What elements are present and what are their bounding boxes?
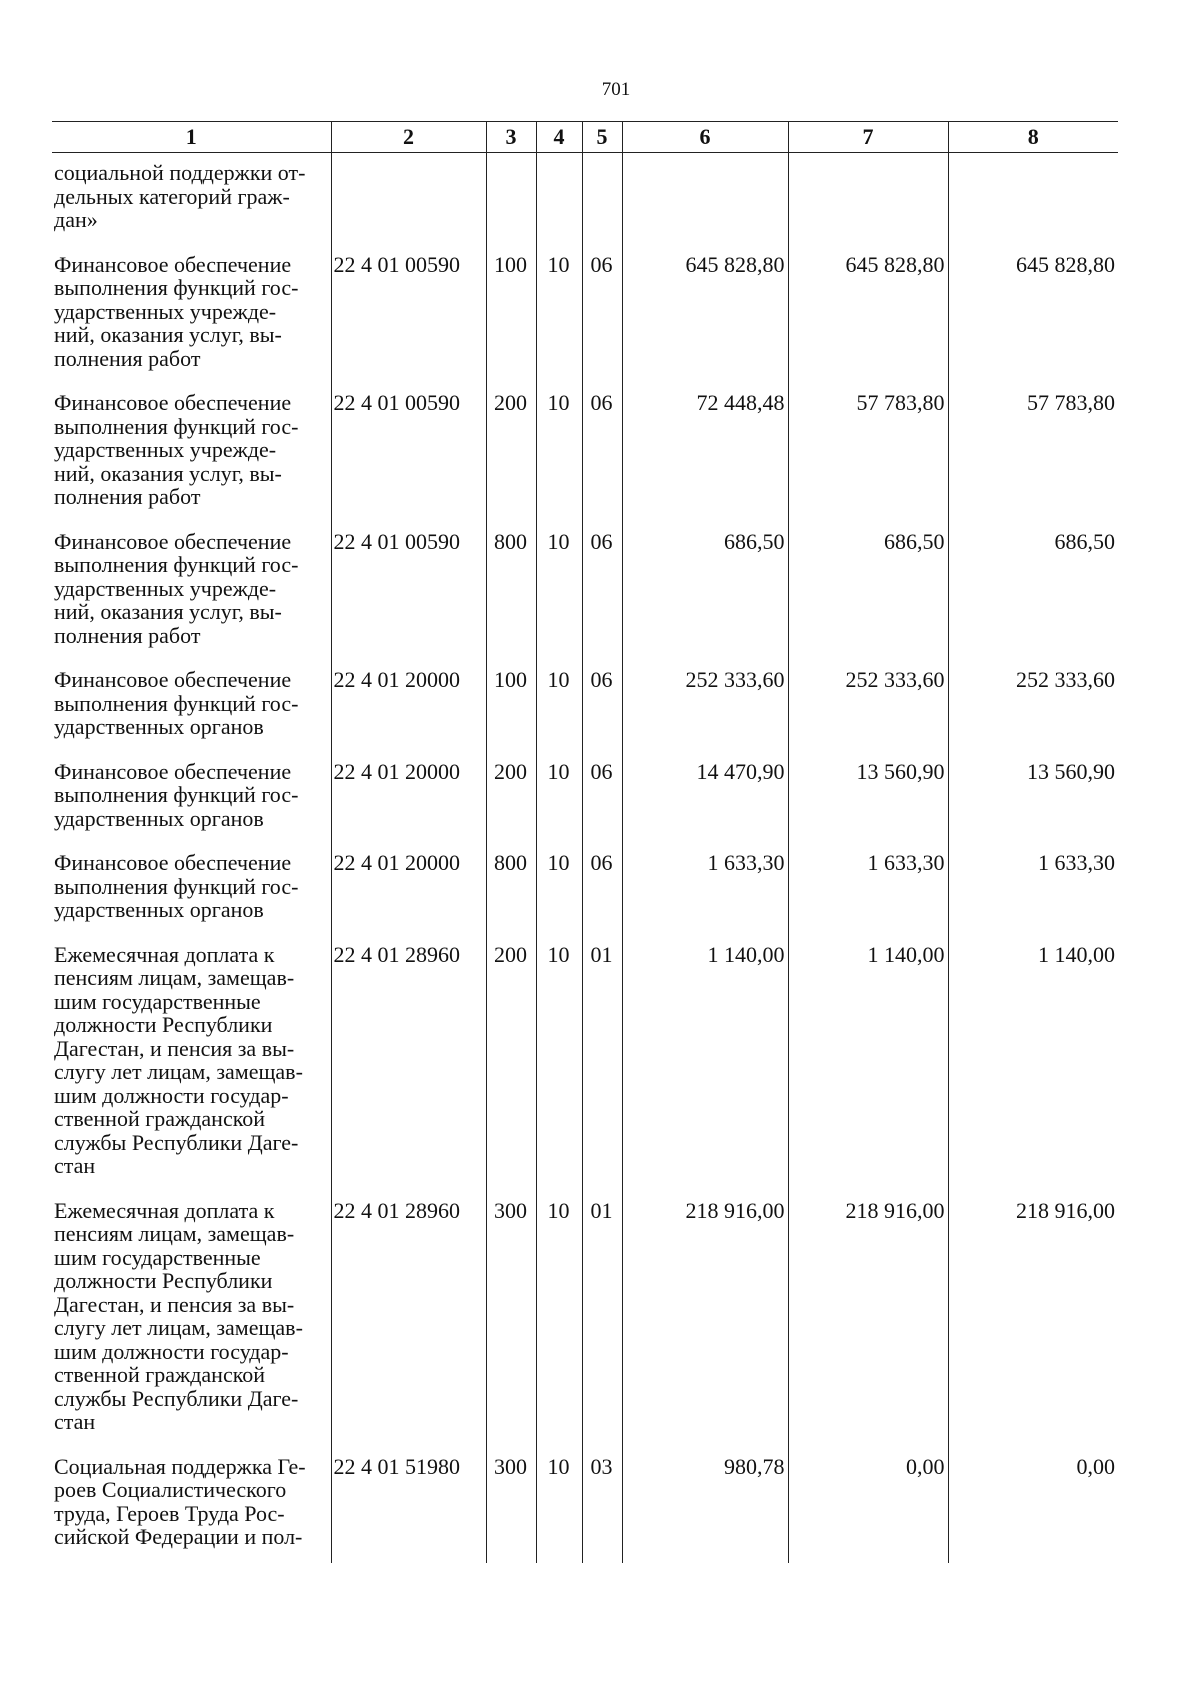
column-header: 2: [331, 122, 486, 153]
expense-type-cell: [486, 661, 536, 753]
amount-col6-cell: [622, 523, 788, 662]
expense-type-cell: [486, 936, 536, 1192]
expense-type-cell: [486, 844, 536, 936]
table-row: [52, 844, 1118, 936]
amount-col7-cell: [788, 661, 948, 753]
amount-col7-cell-text: 252 333,60: [845, 667, 945, 692]
expense-name-cell-text: Финансовое обеспечение выполнения функций гос- ударственных учрежде- ний, оказания услуг, вы- полнения работ: [54, 251, 299, 371]
section-code-cell-text: 10: [547, 1197, 570, 1223]
expense-type-cell-text: 200: [494, 390, 527, 415]
table-row: [52, 384, 1118, 523]
subsection-code-cell: [582, 153, 622, 246]
expense-name-cell: [52, 153, 331, 246]
section-code-cell: [536, 153, 582, 246]
target-article-code-cell-text: 22 4 01 00590: [333, 390, 460, 415]
subsection-code-cell: [582, 384, 622, 523]
table-row: [52, 661, 1118, 753]
page-number: 701: [601, 79, 631, 100]
subsection-code-cell: [582, 844, 622, 936]
amount-col7-cell: [788, 1192, 948, 1448]
table-header-row: [52, 122, 1118, 153]
amount-col6-cell-text: 1 633,30: [707, 850, 785, 875]
expense-name-cell: [52, 246, 331, 385]
amount-col7-cell-text: 57 783,80: [856, 390, 945, 415]
expense-type-cell: [486, 153, 536, 246]
amount-col8-cell: [948, 384, 1118, 523]
section-code-cell-text: 10: [547, 390, 570, 415]
section-code-cell: [536, 753, 582, 845]
column-header: 6: [622, 122, 788, 153]
amount-col7-cell: [788, 384, 948, 523]
section-code-cell: [536, 523, 582, 662]
amount-col7-cell-text: 686,50: [884, 528, 945, 554]
table-row: [52, 523, 1118, 662]
amount-col8-cell-text: 686,50: [1054, 528, 1115, 554]
expense-name-cell-text: Ежемесячная доплата к пенсиям лицам, замещав- шим государственные должности Республики Дагестан, и пенсия за вы- слугу лет лицам, замещав- шим должности государ- ственной гражданской службы Республики Даге- стан: [54, 1197, 303, 1434]
amount-col7-cell: [788, 753, 948, 845]
amount-col8-cell: [948, 246, 1118, 385]
expense-type-cell: [486, 753, 536, 845]
subsection-code-cell-text: 06: [590, 667, 613, 692]
amount-col6-cell: [622, 153, 788, 246]
amount-col7-cell: [788, 936, 948, 1192]
expense-name-cell-text: Финансовое обеспечение выполнения функций гос- ударственных учрежде- ний, оказания услуг, вы- полнения работ: [54, 390, 299, 509]
subsection-code-cell: [582, 936, 622, 1192]
section-code-cell-text: 10: [547, 941, 570, 967]
section-code-cell-text: 10: [547, 758, 570, 784]
amount-col7-cell-text: 1 140,00: [867, 941, 945, 967]
target-article-code-cell: [331, 384, 486, 523]
amount-col7-cell: [788, 246, 948, 385]
amount-col8-cell-text: 13 560,90: [1027, 758, 1115, 784]
section-code-cell-text: 10: [547, 667, 570, 692]
expense-type-cell: [486, 384, 536, 523]
subsection-code-cell-text: 06: [590, 251, 613, 277]
amount-col6-cell-text: 980,78: [724, 1453, 785, 1479]
expense-type-cell-text: 300: [494, 1453, 527, 1479]
amount-col6-cell-text: 72 448,48: [696, 390, 785, 415]
expense-type-cell: [486, 1448, 536, 1563]
table-row: [52, 936, 1118, 1192]
budget-table: [52, 121, 1118, 1563]
amount-col6-cell-text: 645 828,80: [685, 251, 785, 277]
amount-col7-cell-text: 218 916,00: [845, 1197, 945, 1223]
expense-type-cell-text: 100: [494, 667, 527, 692]
target-article-code-cell: [331, 523, 486, 662]
target-article-code-cell: [331, 1448, 486, 1563]
amount-col7-cell-text: 1 633,30: [867, 850, 945, 875]
subsection-code-cell-text: 06: [590, 850, 613, 875]
section-code-cell-text: 10: [547, 251, 570, 277]
expense-type-cell: [486, 1192, 536, 1448]
section-code-cell: [536, 936, 582, 1192]
subsection-code-cell-text: 06: [590, 528, 613, 554]
expense-type-cell-text: 800: [494, 850, 527, 875]
subsection-code-cell-text: 01: [590, 941, 613, 967]
amount-col8-cell-text: 1 633,30: [1038, 850, 1115, 875]
expense-type-cell: [486, 523, 536, 662]
expense-name-cell: [52, 523, 331, 662]
table-row: [52, 153, 1118, 246]
subsection-code-cell: [582, 1192, 622, 1448]
target-article-code-cell-text: 22 4 01 20000: [333, 667, 460, 692]
table-row: [52, 1448, 1118, 1563]
amount-col8-cell-text: 252 333,60: [1016, 667, 1115, 692]
column-header: 4: [536, 122, 582, 153]
expense-name-cell-text: Финансовое обеспечение выполнения функций гос- ударственных органов: [54, 850, 299, 922]
amount-col6-cell-text: 252 333,60: [685, 667, 785, 692]
amount-col8-cell: [948, 753, 1118, 845]
target-article-code-cell: [331, 844, 486, 936]
amount-col8-cell: [948, 153, 1118, 246]
amount-col6-cell: [622, 661, 788, 753]
section-code-cell: [536, 246, 582, 385]
table-row: [52, 246, 1118, 385]
amount-col8-cell: [948, 661, 1118, 753]
target-article-code-cell: [331, 936, 486, 1192]
amount-col7-cell: [788, 844, 948, 936]
column-header: 8: [948, 122, 1118, 153]
amount-col6-cell: [622, 936, 788, 1192]
expense-type-cell-text: 300: [494, 1197, 527, 1223]
subsection-code-cell: [582, 1448, 622, 1563]
amount-col6-cell: [622, 246, 788, 385]
section-code-cell: [536, 661, 582, 753]
amount-col8-cell: [948, 844, 1118, 936]
amount-col7-cell: [788, 153, 948, 246]
amount-col8-cell-text: 218 916,00: [1016, 1197, 1115, 1223]
target-article-code-cell: [331, 661, 486, 753]
table-body: [52, 153, 1118, 1563]
column-header: 1: [52, 122, 331, 153]
amount-col8-cell-text: 57 783,80: [1027, 390, 1115, 415]
amount-col7-cell: [788, 523, 948, 662]
subsection-code-cell: [582, 661, 622, 753]
subsection-code-cell-text: 03: [590, 1453, 613, 1479]
amount-col7-cell-text: 0,00: [906, 1453, 945, 1479]
column-header: 7: [788, 122, 948, 153]
expense-name-cell: [52, 844, 331, 936]
amount-col6-cell: [622, 1192, 788, 1448]
expense-type-cell-text: 200: [494, 941, 527, 967]
expense-name-cell: [52, 753, 331, 845]
amount-col6-cell-text: 686,50: [724, 528, 785, 554]
expense-type-cell-text: 100: [494, 251, 527, 277]
amount-col6-cell: [622, 844, 788, 936]
amount-col7-cell-text: 645 828,80: [845, 251, 945, 277]
target-article-code-cell-text: 22 4 01 28960: [333, 1197, 460, 1223]
amount-col7-cell: [788, 1448, 948, 1563]
subsection-code-cell: [582, 246, 622, 385]
amount-col8-cell-text: 1 140,00: [1038, 941, 1115, 967]
target-article-code-cell-text: 22 4 01 28960: [333, 941, 460, 967]
amount-col8-cell-text: 645 828,80: [1016, 251, 1115, 277]
subsection-code-cell-text: 01: [590, 1197, 613, 1223]
target-article-code-cell: [331, 753, 486, 845]
section-code-cell: [536, 384, 582, 523]
target-article-code-cell-text: 22 4 01 20000: [333, 758, 460, 784]
expense-type-cell-text: 800: [494, 528, 527, 554]
target-article-code-cell: [331, 1192, 486, 1448]
expense-name-cell-text: Финансовое обеспечение выполнения функций гос- ударственных органов: [54, 667, 299, 739]
target-article-code-cell-text: 22 4 01 20000: [333, 850, 460, 875]
subsection-code-cell-text: 06: [590, 390, 613, 415]
section-code-cell: [536, 844, 582, 936]
target-article-code-cell-text: 22 4 01 00590: [333, 528, 460, 554]
amount-col8-cell: [948, 523, 1118, 662]
amount-col8-cell-text: 0,00: [1076, 1453, 1115, 1479]
amount-col6-cell: [622, 753, 788, 845]
section-code-cell-text: 10: [547, 850, 570, 875]
amount-col8-cell: [948, 936, 1118, 1192]
expense-name-cell: [52, 936, 331, 1192]
amount-col8-cell: [948, 1448, 1118, 1563]
column-header: 3: [486, 122, 536, 153]
expense-name-cell: [52, 384, 331, 523]
expense-name-cell-text: Финансовое обеспечение выполнения функций гос- ударственных органов: [54, 758, 299, 831]
expense-name-cell-text: Социальная поддержка Ге- роев Социалистического труда, Героев Труда Рос- сийской Федерации и пол-: [54, 1453, 306, 1549]
expense-name-cell-text: социальной поддержки от- дельных категорий граж- дан»: [54, 160, 306, 232]
table-row: [52, 753, 1118, 845]
expense-name-cell: [52, 1192, 331, 1448]
amount-col6-cell-text: 1 140,00: [707, 941, 785, 967]
expense-type-cell: [486, 246, 536, 385]
amount-col6-cell: [622, 384, 788, 523]
section-code-cell: [536, 1448, 582, 1563]
amount-col6-cell-text: 14 470,90: [696, 758, 785, 784]
expense-name-cell: [52, 661, 331, 753]
subsection-code-cell-text: 06: [590, 758, 613, 784]
section-code-cell: [536, 1192, 582, 1448]
expense-type-cell-text: 200: [494, 758, 527, 784]
amount-col7-cell-text: 13 560,90: [856, 758, 945, 784]
section-code-cell-text: 10: [547, 528, 570, 554]
target-article-code-cell: [331, 153, 486, 246]
target-article-code-cell-text: 22 4 01 00590: [333, 251, 460, 277]
amount-col6-cell: [622, 1448, 788, 1563]
expense-name-cell-text: Ежемесячная доплата к пенсиям лицам, замещав- шим государственные должности Республики Дагестан, и пенсия за вы- слугу лет лицам, замещав- шим должности государ- ственной гражданской службы Республики Даге- стан: [54, 941, 303, 1178]
expense-name-cell: [52, 1448, 331, 1563]
amount-col6-cell-text: 218 916,00: [685, 1197, 785, 1223]
expense-name-cell-text: Финансовое обеспечение выполнения функций гос- ударственных учрежде- ний, оказания услуг, вы- полнения работ: [54, 528, 299, 648]
target-article-code-cell-text: 22 4 01 51980: [333, 1453, 460, 1479]
table-row: [52, 1192, 1118, 1448]
amount-col8-cell: [948, 1192, 1118, 1448]
column-header: 5: [582, 122, 622, 153]
subsection-code-cell: [582, 523, 622, 662]
section-code-cell-text: 10: [547, 1453, 570, 1479]
target-article-code-cell: [331, 246, 486, 385]
subsection-code-cell: [582, 753, 622, 845]
